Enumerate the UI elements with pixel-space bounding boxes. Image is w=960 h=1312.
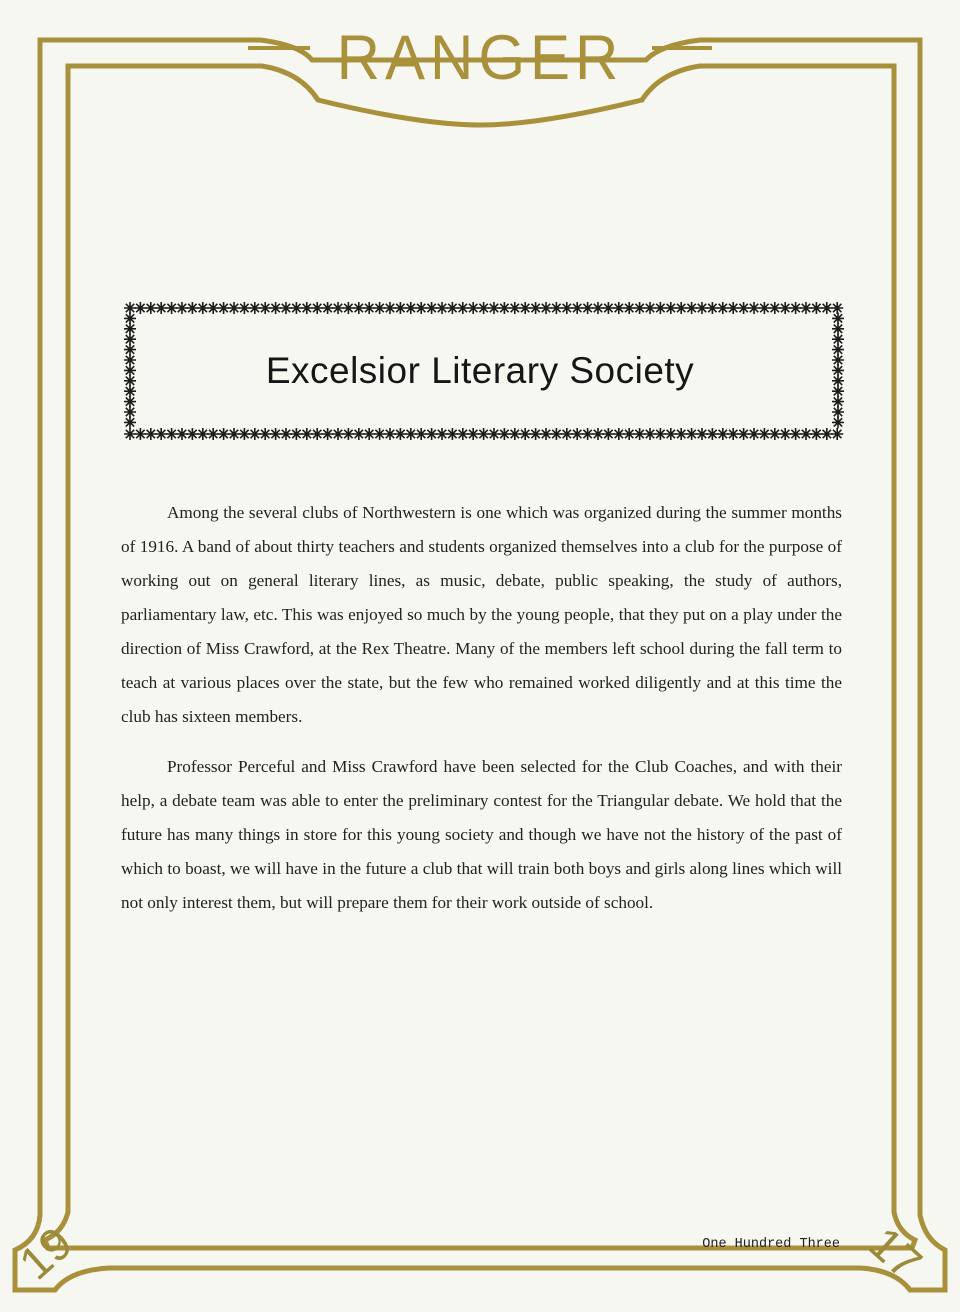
article-body — [121, 496, 842, 936]
year-right: 17 — [859, 1216, 932, 1290]
paragraph: Among the several clubs of Northwestern is one which was organized during the summer months of 1916. A band of about thirty teachers and students organized themselves into a club for the purpose of working out on general literary lines, as music, debate, public speaking, the study of authors, parliamentary law, etc. This was enjoyed so much by the young people, that they put on a play under the direction of Miss Crawford, at the Rex Theatre. Many of the members left school during the fall term to teach at various places over the state, but the few who remained worked diligently and at this time the club has sixteen members. — [121, 503, 842, 726]
paragraph: Professor Perceful and Miss Crawford have been selected for the Club Coaches, and with their help, a debate team was able to enter the preliminary contest for the Triangular debate. We hold that the future has many things in store for this young society and though we have not the history of the past of which to boast, we will have in the future a club that will train both boys and girls along lines which will not only interest them, but will prepare them for their work outside of school. — [121, 757, 842, 912]
page-title: Excelsior Literary Society — [265, 350, 695, 391]
page-number: One Hundred Three — [702, 1237, 840, 1252]
banner-title: RANGER — [336, 22, 624, 93]
year-left: 19 — [9, 1216, 82, 1290]
